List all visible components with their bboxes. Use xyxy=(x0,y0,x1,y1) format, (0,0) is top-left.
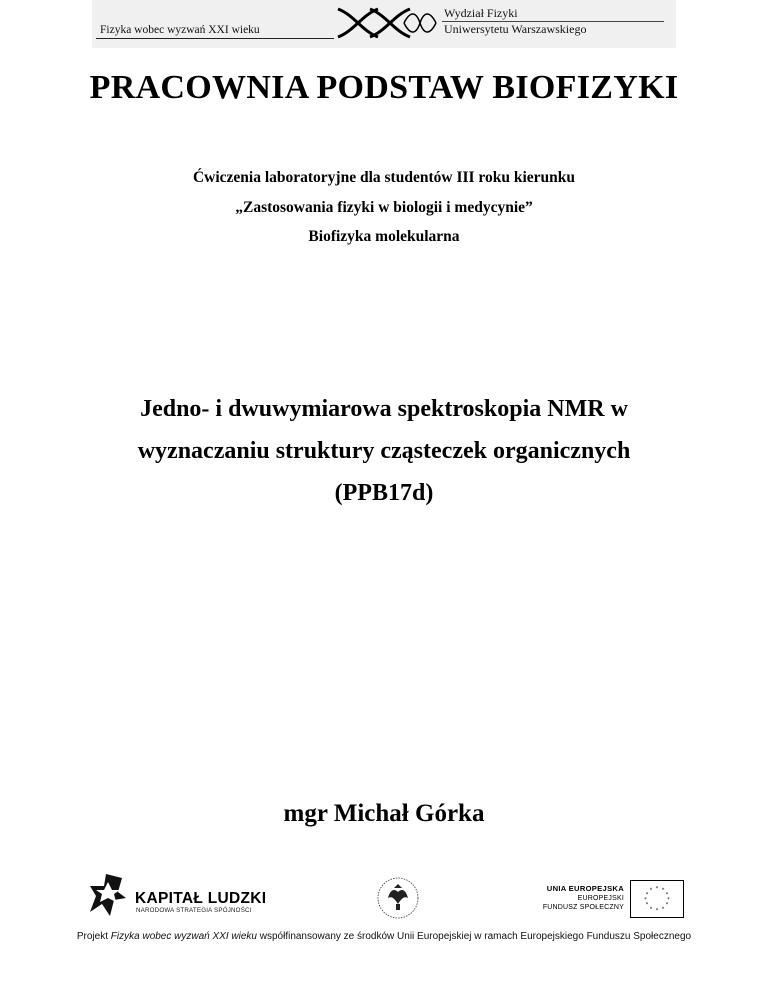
topic-code: (PPB17d) xyxy=(334,480,434,506)
topic-line-2: wyznaczaniu struktury cząsteczek organicznych xyxy=(137,438,631,464)
svg-text:*: * xyxy=(661,887,665,894)
eu-fund-label-1: EUROPEJSKI xyxy=(577,895,624,902)
header-university: Uniwersytetu Warszawskiego xyxy=(444,22,587,36)
topic-line-1: Jedno- i dwuwymiarowa spektroskopia NMR w xyxy=(140,396,628,422)
svg-text:*: * xyxy=(645,892,649,898)
eu-union-label: UNIA EUROPEJSKA xyxy=(546,884,624,893)
svg-text:*: * xyxy=(661,906,665,913)
subtitle-line-2: „Zastosowania fizyki w biologii i medycynie” xyxy=(235,199,533,216)
kapital-ludzki-title: KAPITAŁ LUDZKI xyxy=(135,890,267,907)
svg-text:*: * xyxy=(649,887,653,894)
header-faculty: Wydział Fizyki xyxy=(444,6,518,20)
university-seal-icon xyxy=(376,876,420,920)
footer-suffix: współfinansowany ze środków Unii Europejskiej w ramach Europejskiego Funduszu Społecznego xyxy=(256,931,692,942)
svg-text:*: * xyxy=(667,897,670,903)
header-project-name: Fizyka wobec wyzwań XXI wieku xyxy=(100,24,260,36)
subtitle-line-3: Biofizyka molekularna xyxy=(308,228,460,245)
eu-text-block xyxy=(520,884,624,912)
page-title: PRACOWNIA PODSTAW BIOFIZYKI xyxy=(89,69,679,106)
eu-flag-icon xyxy=(630,880,684,918)
svg-text:*: * xyxy=(645,902,649,908)
subtitle-line-1: Ćwiczenia laboratoryjne dla studentów III roku kierunku xyxy=(192,169,576,186)
footer-project-name: Fizyka wobec wyzwań XXI wieku xyxy=(110,931,257,942)
svg-text:*: * xyxy=(655,886,659,892)
kapital-ludzki-subtitle: NARODOWA STRATEGIA SPÓJNOŚCI xyxy=(136,907,252,914)
footer-prefix: Projekt xyxy=(76,931,111,942)
author-name: mgr Michał Górka xyxy=(283,800,485,827)
xxi-dna-logo-icon xyxy=(334,5,438,41)
kapital-ludzki-logo-icon xyxy=(88,872,128,920)
svg-text:*: * xyxy=(665,902,669,908)
svg-text:*: * xyxy=(649,906,653,913)
eu-fund-label-2: FUNDUSZ SPOŁECZNY xyxy=(542,904,624,911)
svg-text:*: * xyxy=(665,892,669,898)
funding-footer xyxy=(0,931,768,942)
header-divider-left xyxy=(96,38,334,39)
svg-text:*: * xyxy=(655,908,659,914)
svg-text:*: * xyxy=(644,897,647,903)
page-header xyxy=(92,0,676,48)
